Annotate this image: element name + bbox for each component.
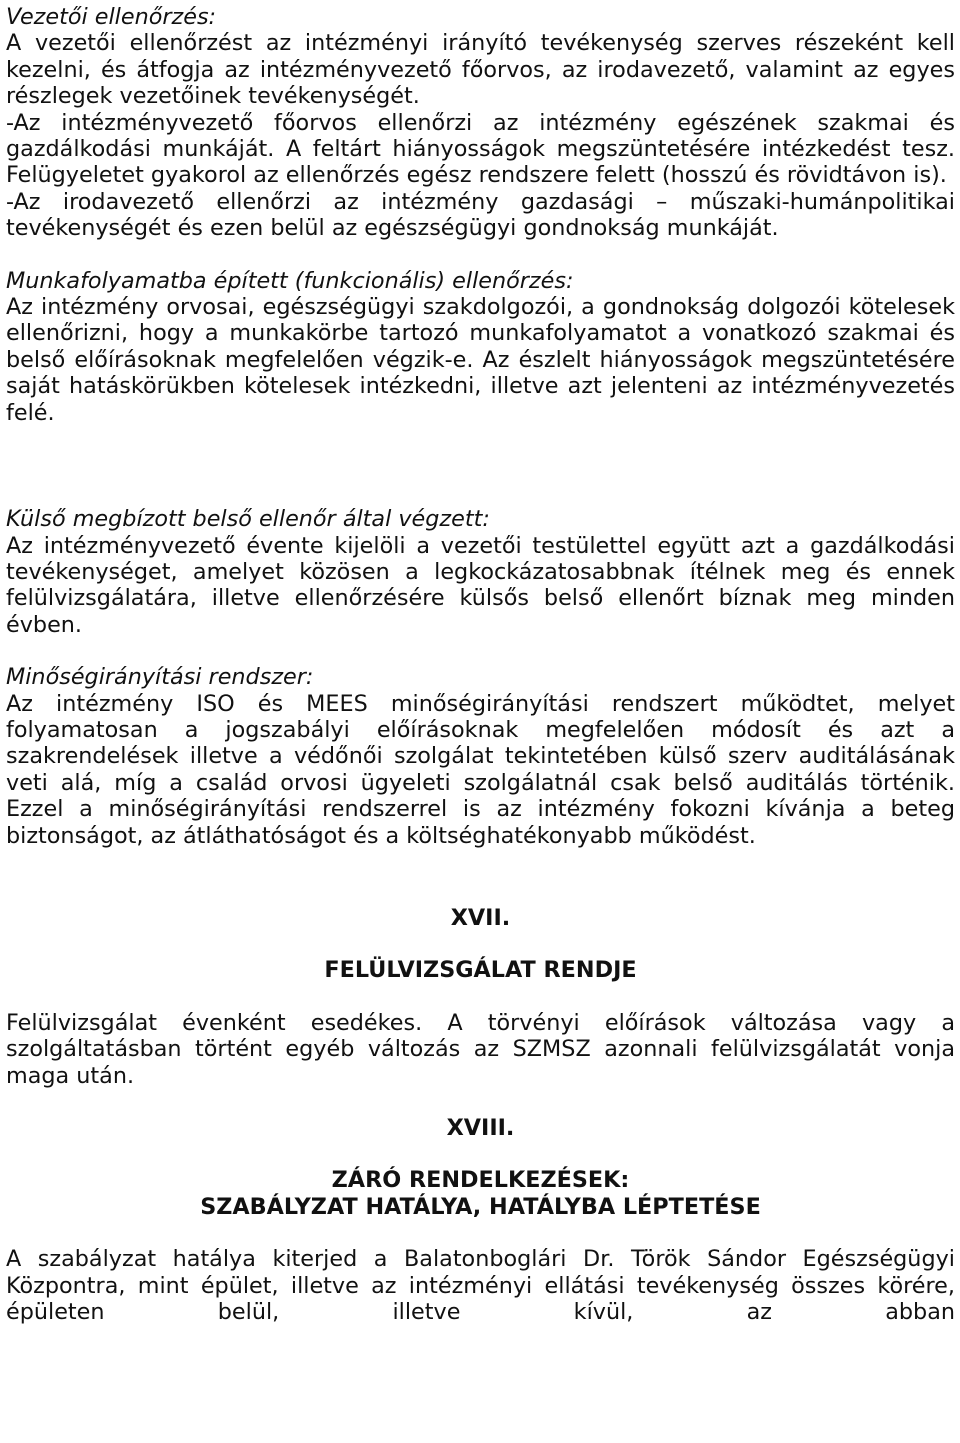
section-heading: Munkafolyamatba épített (funkcionális) ellenőrzés: (6, 267, 574, 294)
paragraph: Az intézmény ISO és MEES minőségirányítási rendszert működtet, melyet folyamatosan a jogszabályi előírásoknak megfelelően módosít és azt a szakrendelések illetve a védőnői szolgálat tekintetében külső szerv auditálásának veti alá, míg a család orvosi ügyeleti szolgálatnál csak belső auditálás történik. Ezzel a minőségirányítási rendszerrel is az intézmény fokozni kívánja a beteg biztonságot, az átláthatóságot és a költséghatékonyabb működést. (6, 690, 955, 849)
chapter-subtitle: SZABÁLYZAT HATÁLYA, HATÁLYBA LÉPTETÉSE (200, 1193, 761, 1220)
paragraph: -Az irodavezető ellenőrzi az intézmény gazdasági – műszaki-humánpolitikai tevékenységét és ezen belül az egészségügyi gondnokság munkáját. (6, 188, 955, 242)
chapter-title: ZÁRÓ RENDELKEZÉSEK: (331, 1167, 630, 1194)
paragraph: Felülvizsgálat évenként esedékes. A törvényi előírások változása vagy a szolgáltatásban történt egyéb változás az SZMSZ azonnali felülvizsgálatát vonja maga után. (6, 1009, 955, 1089)
paragraph: Az intézményvezető évente kijelöli a vezetői testülettel együtt azt a gazdálkodási tevékenységet, amelyet közösen a legkockázatosabbnak ítélnek meg és ennek felülvizsgálatára, illetve ellenőrzésére külsős belső ellenőrt bíznak meg minden évben. (6, 532, 955, 638)
paragraph: Az intézmény orvosai, egészségügyi szakdolgozói, a gondnokság dolgozói kötelesek ellenőrizni, hogy a munkakörbe tartozó munkafolyamatot a vonatkozó szakmai és belső előírásoknak megfelelően végzik-e. Az észlelt hiányosságok megszüntetésére saját hatáskörükben kötelesek intézkedni, illetve azt jelenteni az intézményvezetés felé. (6, 294, 955, 426)
chapter-title: FELÜLVIZSGÁLAT RENDJE (324, 957, 637, 984)
chapter-xviii (6, 1115, 955, 1325)
paragraph: A szabályzat hatálya kiterjed a Balatonboglári Dr. Török Sándor Egészségügyi Központra, mint épület, illetve az intézményi ellátási tevékenység összes körére, épületen belül, illetve kívül, az abban (6, 1246, 955, 1326)
section-minosegiranyitas (6, 664, 955, 849)
section-vezetoi-ellenorzes (6, 4, 955, 242)
paragraph: A vezetői ellenőrzést az intézményi irányító tevékenység szerves részeként kell kezelni, és átfogja az intézményvezető főorvos, az irodavezető, valamint az egyes részlegek vezetőinek tevékenységét. (6, 30, 955, 110)
section-heading: Külső megbízott belső ellenőr által végzett: (6, 506, 490, 533)
section-heading: Minőségirányítási rendszer: (6, 664, 314, 691)
document-page (6, 4, 955, 1325)
chapter-xvii (6, 905, 955, 1089)
chapter-number: XVII. (450, 904, 511, 931)
section-heading: Vezetői ellenőrzés: (6, 4, 217, 30)
paragraph: -Az intézményvezető főorvos ellenőrzi az intézmény egészének szakmai és gazdálkodási munkáját. A feltárt hiányosságok megszüntetésére intézkedést tesz. Felügyeletet gyakorol az ellenőrzés egész rendszere felett (hosszú és rövidtávon is). (6, 109, 955, 189)
chapter-number: XVIII. (446, 1115, 515, 1141)
section-kulso-belso-ellenor (6, 506, 955, 638)
section-munkafolyamat-ellenorzes (6, 268, 955, 426)
